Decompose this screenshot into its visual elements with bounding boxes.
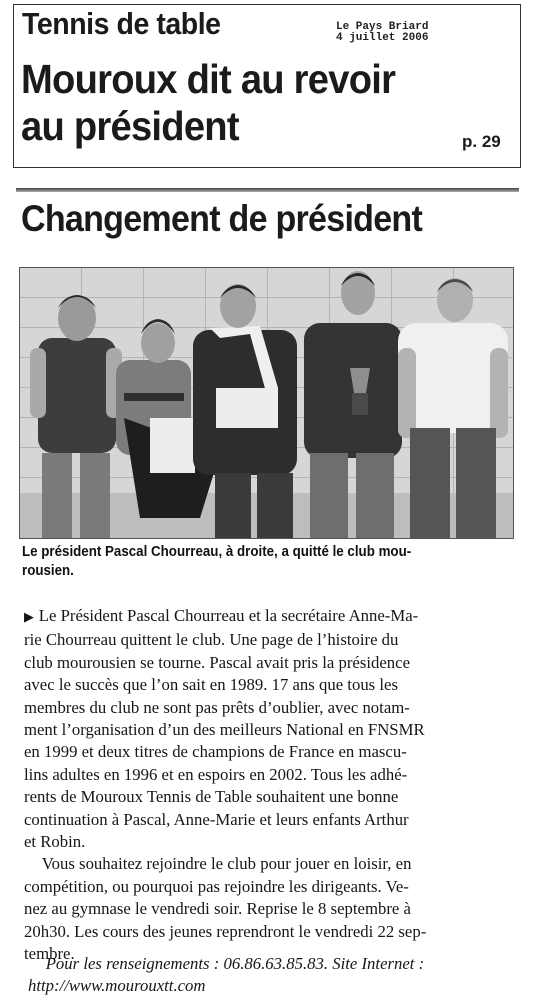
headline (21, 56, 458, 150)
body-line: nez au gymnase le vendredi soir. Reprise le 8 septembre à (24, 899, 411, 919)
body-line: lins adultes en 1996 et en espoirs en 2002. Tous les adhé- (24, 764, 408, 784)
photo-caption (22, 543, 480, 581)
body-line: tembre. (24, 944, 75, 964)
body-line: club mourousien se tourne. Pascal avait pris la présidence (24, 652, 411, 672)
source-date: 4 juillet 2006 (336, 32, 429, 44)
headline-line: Mouroux dit au revoir (21, 56, 396, 102)
contact-line: Pour les renseignements : 06.86.63.85.83. Site Internet : (45, 954, 425, 973)
contact-line: http://www.mourouxtt.com (28, 976, 206, 996)
body-line: en 1999 et deux titres de champions de France en mascu- (24, 742, 407, 762)
contact-info (24, 953, 524, 998)
caption-line: Le président Pascal Chourreau, à droite, a quitté le club mou- (22, 544, 412, 560)
section-label: Tennis de table (22, 6, 221, 41)
body-line: avec le succès que l’on sait en 1989. 17 ans que tous les (24, 675, 398, 695)
triangle-arrow-icon: ▶ (24, 610, 34, 625)
body-line: Vous souhaitez rejoindre le club pour jouer en loisir, en (41, 854, 412, 874)
body-line: rie Chourreau quittent le club. Une page de l’histoire du (24, 630, 399, 650)
article-photo (19, 267, 514, 539)
page-reference: p. 29 (462, 132, 501, 151)
article-body (24, 605, 524, 966)
source-block (336, 22, 428, 44)
body-line: ▶ Le Président Pascal Chourreau et la secrétaire Anne-Ma- (24, 606, 419, 625)
article-title: Changement de président (21, 198, 423, 239)
body-line: ment l’organisation d’un des meilleurs National en FNSMR (24, 720, 425, 740)
body-line: compétition, ou pourquoi pas rejoindre les dirigeants. Ve- (24, 876, 409, 896)
body-line: membres du club ne sont pas prêts d’oublier, avec notam- (24, 697, 410, 717)
body-line: continuation à Pascal, Anne-Marie et leurs enfants Arthur (24, 809, 409, 829)
body-line: 20h30. Les cours des jeunes reprendront le vendredi 22 sep- (24, 921, 427, 941)
source-name: Le Pays Briard (336, 21, 429, 33)
caption-line: rousien. (22, 563, 74, 579)
headline-line: au président (21, 103, 239, 149)
body-line: et Robin. (24, 832, 86, 852)
body-line: rents de Mouroux Tennis de Table souhaitent une bonne (24, 787, 399, 807)
separator-rule (16, 188, 519, 192)
